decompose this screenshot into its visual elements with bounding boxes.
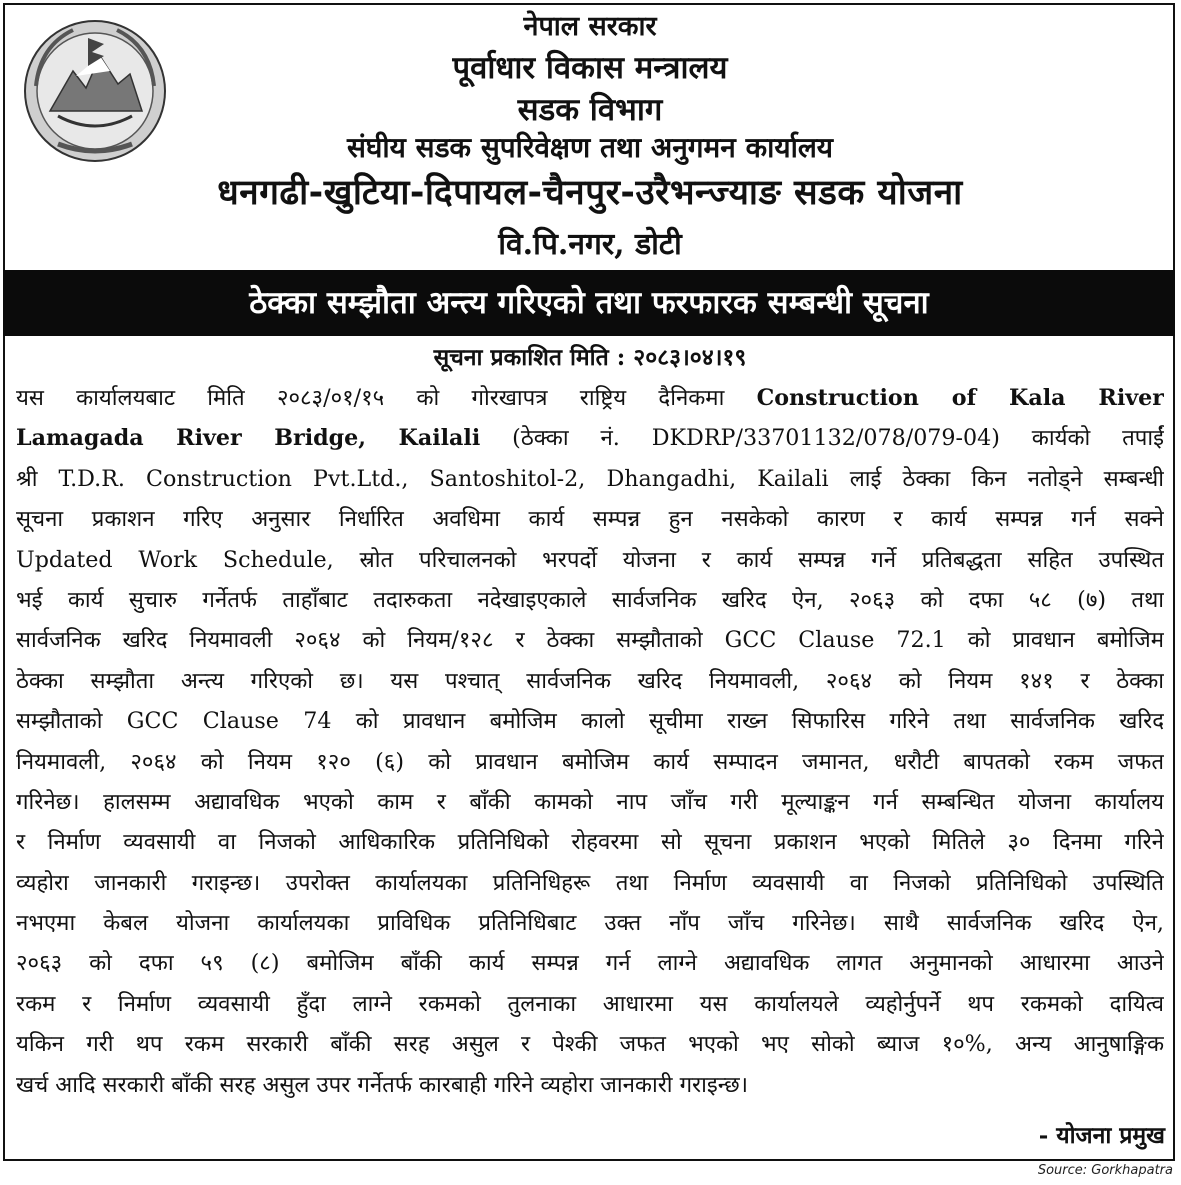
header-office: संघीय सडक सुपरिवेक्षण तथा अनुगमन कार्यालय <box>346 131 834 164</box>
body-line-text: सम्झौताको GCC Clause 74 को प्रावधान बमोजिम कालो सूचीमा राख्न सिफारिस गरिने तथा सार्वजनिक खरिद <box>16 708 1164 735</box>
body-line-text: नियमावली, २०६४ को नियम १२० (६) को प्रावधान बमोजिम कार्य सम्पादन जमानत, धरौटी बापतको रकम जफत <box>16 748 1164 775</box>
body-line-text: गरिनेछ। हालसम्म अद्यावधिक भएको काम र बाँकी कामको नाप जाँच गरी मूल्याङ्कन गर्न सम्बन्धित योजना कार्यालय <box>16 788 1164 815</box>
body-line-text: भई कार्य सुचारु गर्नेतर्फ ताहाँबाट तदारुकता नदेखाइएकाले सार्वजनिक खरिद ऐन, २०६३ को दफा ५८ (७) तथा <box>16 586 1164 613</box>
body-line-text: र निर्माण व्यवसायी वा निजको आधिकारिक प्रतिनिधिको रोहवरमा सो सूचना प्रकाशन भएको मितिले ३० दिनमा गरिने <box>16 829 1164 856</box>
body-line <box>16 378 1164 418</box>
body-line <box>16 418 1164 458</box>
body-line <box>16 499 1164 539</box>
body-line <box>16 661 1164 701</box>
notice-body <box>16 378 1164 1105</box>
body-line <box>16 620 1164 660</box>
body-line <box>16 943 1164 983</box>
body-line-bold-text: Lamagada River Bridge, Kailali <box>16 425 481 452</box>
body-line <box>16 1024 1164 1064</box>
nepal-government-emblem-icon <box>18 16 173 166</box>
body-line <box>16 1065 1164 1105</box>
body-line <box>16 822 1164 862</box>
body-line <box>16 782 1164 822</box>
publication-date: सूचना प्रकाशित मिति : २०८३।०४।१९ <box>433 344 747 371</box>
body-line-text: २०६३ को दफा ५९ (८) बमोजिम बाँकी कार्य सम्पन्न गर्न लाग्ने अद्यावधिक लागत अनुमानको आधारमा आउने <box>16 950 1164 977</box>
body-line-text: नभएमा केबल योजना कार्यालयका प्राविधिक प्रतिनिधिबाट उक्त नाँप जाँच गरिनेछ। साथै सार्वजनिक खरिद ऐन, <box>16 910 1164 937</box>
body-line <box>16 903 1164 943</box>
body-line-text: यकिन गरी थप रकम सरकारी बाँकी सरह असुल र पेश्की जफत भएको भए सोको ब्याज १०%, अन्य आनुषाङ्गिक <box>16 1031 1164 1058</box>
body-line <box>16 742 1164 782</box>
body-line <box>16 580 1164 620</box>
body-line-text: Updated Work Schedule, स्रोत परिचालनको भरपर्दो योजना र कार्य सम्पन्न गर्ने प्रतिबद्धता सहित उपस्थित <box>16 546 1164 573</box>
body-line-text: यस कार्यालयबाट मिति २०८३/०१/१५ को गोरखापत्र राष्ट्रिय दैनिकमा <box>16 385 757 411</box>
body-line-text: सार्वजनिक खरिद नियमावली २०६४ को नियम/१२८ र ठेक्का सम्झौताको GCC Clause 72.1 को प्रावधान बमोजिम <box>16 627 1164 654</box>
header-department: सडक विभाग <box>517 92 663 128</box>
body-line <box>16 459 1164 499</box>
body-line-text: (ठेक्का नं. DKDRP/33701132/078/079-04) कार्यको तपाईं <box>480 425 1164 452</box>
body-line-text: सूचना प्रकाशन गरिए अनुसार निर्धारित अवधिमा कार्य सम्पन्न हुन नसकेको कारण र कार्य सम्पन्न गर्न सक्ने <box>16 506 1164 533</box>
header-government: नेपाल सरकार <box>523 11 657 42</box>
header-location: वि.पि.नगर, डोटी <box>498 227 682 262</box>
body-line <box>16 701 1164 741</box>
body-line-text: व्यहोरा जानकारी गराइन्छ। उपरोक्त कार्यालयका प्रतिनिधिहरू तथा निर्माण व्यवसायी वा निजको प्रतिनिधिको उपस्थिति <box>16 869 1164 896</box>
body-line-text: रकम र निर्माण व्यवसायी हुँदा लाग्ने रकमको तुलनाका आधारमा यस कार्यालयले व्यहोर्नुपर्ने थप रकमको दायित्व <box>16 990 1164 1017</box>
header-project: धनगढी-खुटिया-दिपायल-चैनपुर-उरैभन्ज्याङ सडक योजना <box>217 173 963 213</box>
signatory: - योजना प्रमुख <box>1038 1122 1165 1149</box>
body-line <box>16 540 1164 580</box>
body-line-text: ठेक्का सम्झौता अन्त्य गरिएको छ। यस पश्चात् सार्वजनिक खरिद नियमावली, २०६४ को नियम १४१ र ठेक्का <box>16 667 1164 694</box>
body-line <box>16 984 1164 1024</box>
body-line-text: खर्च आदि सरकारी बाँकी सरह असुल उपर गर्नेतर्फ कारबाही गरिने व्यहोरा जानकारी गराइन्छ। <box>16 1071 749 1098</box>
notice-title: ठेक्का सम्झौता अन्त्य गरिएको तथा फरफारक सम्बन्धी सूचना <box>3 270 1175 336</box>
body-line-text: श्री T.D.R. Construction Pvt.Ltd., Santoshitol-2, Dhangadhi, Kailali लाई ठेक्का किन नतोड्ने सम्बन्धी <box>16 465 1164 492</box>
body-line <box>16 863 1164 903</box>
header-ministry: पूर्वाधार विकास मन्त्रालय <box>452 50 728 86</box>
body-line-bold-text: Construction of Kala River <box>756 385 1164 411</box>
source-credit: Source: Gorkhapatra <box>1037 1163 1173 1178</box>
